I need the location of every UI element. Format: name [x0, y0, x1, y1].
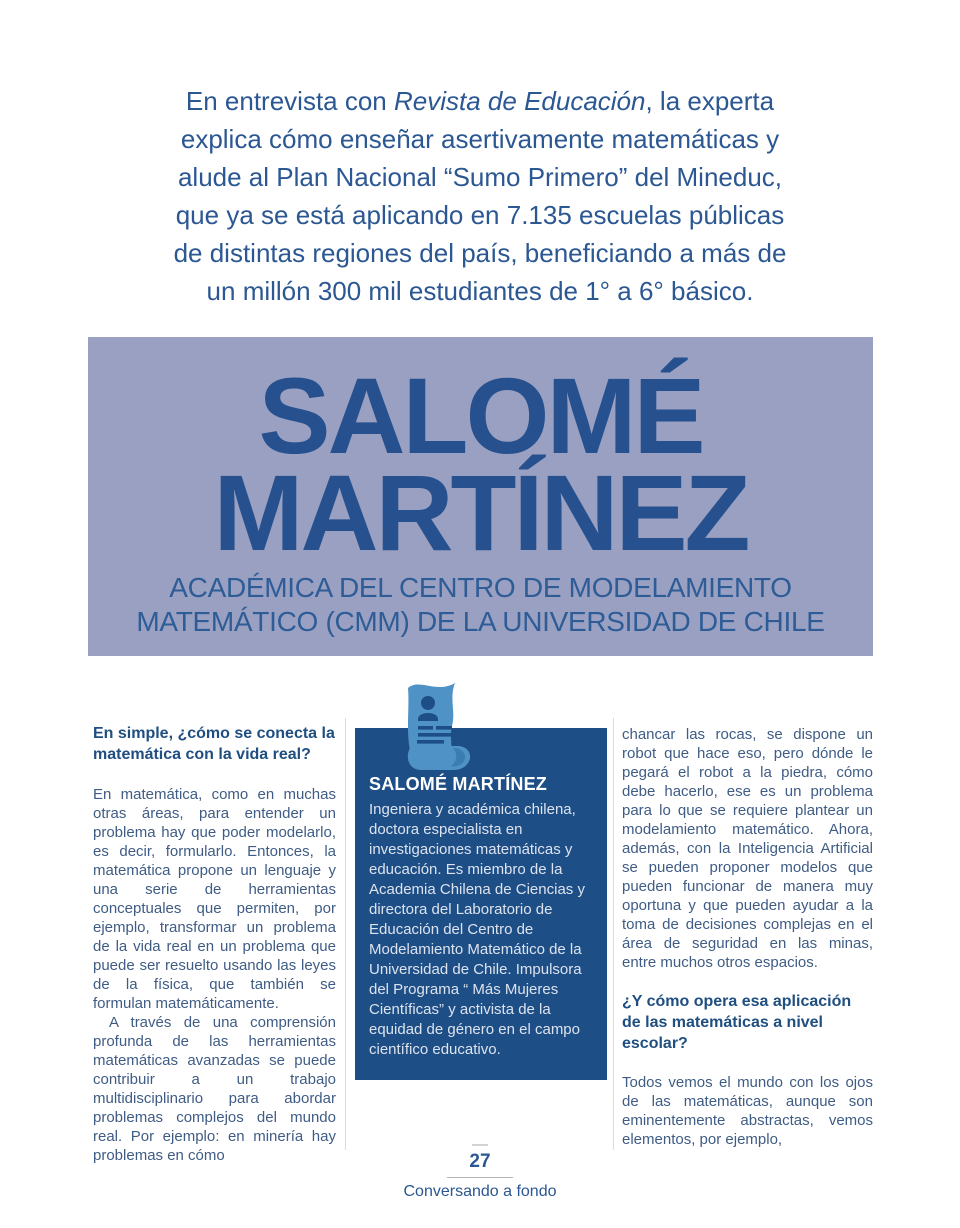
column-left [93, 723, 336, 1165]
column-divider-left [345, 718, 346, 1150]
footer-dash [472, 1144, 488, 1146]
answer-paragraph-4: Todos vemos el mundo con los ojos de las matemáticas, aunque son eminentemente abstractas, vemos elementos, por ejemplo, [622, 1074, 873, 1148]
answer-paragraph-1: En matemática, como en muchas otras áreas, para entender un problema hay que poder modelarlo, es decir, formularlo. Entonces, la matemática propone un lenguaje y una serie de herramientas conceptuales que permiten, por ejemplo, transformar un problema de la vida real en un problema que puede ser resuelto usando las leyes de la física, que también se formulan matemáticamente. [93, 786, 336, 1012]
page-number: 27 [469, 1151, 491, 1172]
answer-paragraph-2: A través de una comprensión profunda de las herramientas matemáticas avanzadas se puede contribuir a un trabajo multidisciplinario para abordar problemas complejos del mundo real. Por ejemplo: en minería hay problemas en cómo [93, 1014, 336, 1164]
cv-scroll-icon [375, 678, 485, 776]
bio-name: SALOMÉ MARTÍNEZ [369, 774, 547, 794]
section-name: Conversando a fondo [403, 1183, 557, 1200]
intro-magazine-name: Revista de Educación [394, 86, 646, 116]
footer-rule [447, 1177, 513, 1178]
column-divider-right [613, 718, 614, 1150]
title-line-2: MARTÍNEZ [213, 452, 748, 573]
interviewee-role-subtitle: ACADÉMICA DEL CENTRO DE MODELAMIENTO MATEMÁTICO (CMM) DE LA UNIVERSIDAD DE CHILE [136, 572, 825, 637]
bio-box [355, 728, 607, 1080]
intro-text-suffix: , la experta explica cómo enseñar asertivamente matemáticas y alude al Plan Nacional “Sumo Primero” del Mineduc, que ya se está aplicando en 7.135 escuelas públicas de distintas regiones del país, beneficiando a más de un millón 300 mil estudiantes de 1° a 6° básico. [173, 86, 787, 306]
bio-text: Ingeniera y académica chilena, doctora especialista en investigaciones matemáticas y educación. Es miembro de la Academia Chilena de Ciencias y directora del Laboratorio de Educación del Centro de Modelamiento Matemático de la Universidad de Chile. Impulsora del Programa “ Más Mujeres Científicas” y activista de la equidad de género en el campo científico educativo. [369, 801, 585, 1058]
title-line-1: SALOMÉ [258, 355, 703, 476]
intro-paragraph [172, 82, 788, 310]
intro-text-prefix: En entrevista con [185, 86, 394, 116]
column-right [622, 725, 873, 1149]
question-heading-1: En simple, ¿cómo se conecta la matemática con la vida real? [93, 725, 335, 763]
answer-paragraph-3: chancar las rocas, se dispone un robot que hace eso, pero dónde le pegará el robot a la piedra, cómo debe hacerlo, ese es un problema para lo que se requiere plantear un modelamiento matemático. Ahora, además, con la Inteligencia Artificial se pueden proponer modelos que pueden funcionar de manera muy oportuna y que pueden ayudar a la toma de decisiones complejas en el área de seguridad en las minas, entre muchos otros espacios. [622, 726, 873, 971]
page-footer [0, 1144, 960, 1202]
interviewee-name-title [88, 337, 873, 573]
question-heading-2: ¿Y cómo opera esa aplicación de las matemáticas a nivel escolar? [622, 993, 852, 1052]
title-banner [88, 337, 873, 656]
